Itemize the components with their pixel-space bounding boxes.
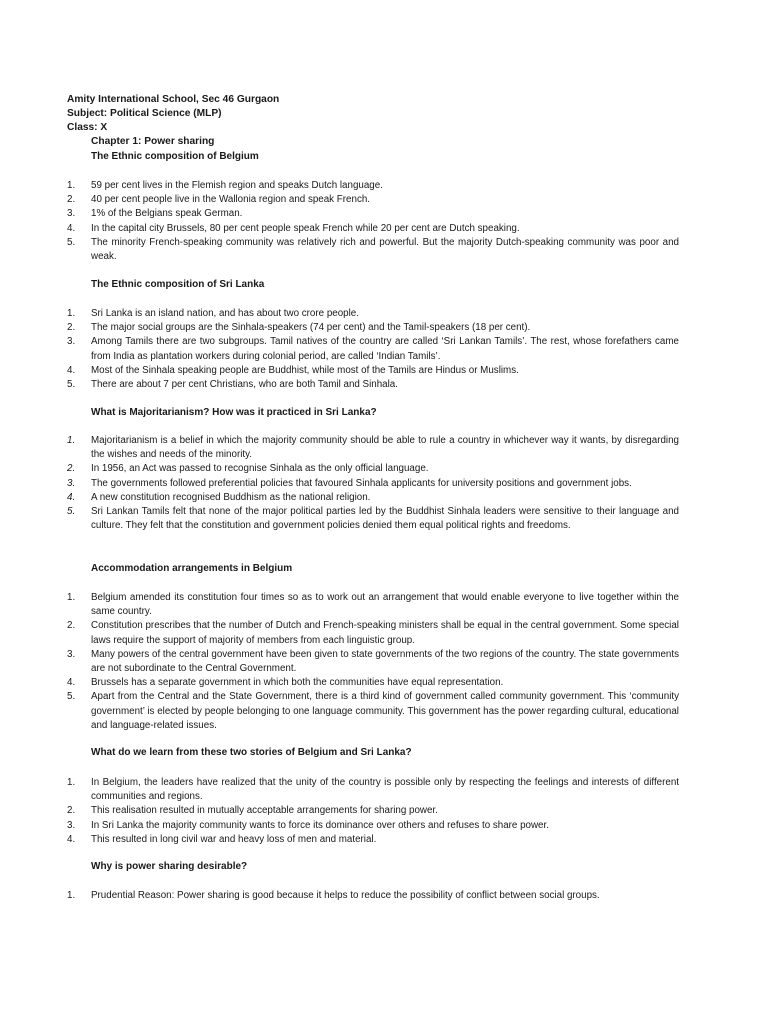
item-number: 1.: [67, 890, 76, 901]
list-why-power-sharing: [67, 889, 679, 903]
list-item: [67, 434, 679, 462]
section-title-majoritarianism: What is Majoritarianism? How was it practiced in Sri Lanka?: [91, 407, 377, 418]
item-text: Many powers of the central government have been given to state governments of the two regions of the country. The state governments are not subordinate to the Central Government.: [91, 648, 679, 675]
list-item: [67, 236, 679, 264]
item-number: 4.: [67, 833, 76, 845]
item-text: 59 per cent lives in the Flemish region and speaks Dutch language.: [91, 180, 383, 191]
item-text: Sri Lanka is an island nation, and has about two crore people.: [91, 308, 359, 319]
list-item: [67, 819, 679, 833]
item-text: In 1956, an Act was passed to recognise Sinhala as the only official language.: [91, 463, 429, 475]
item-text: The minority French-speaking community was relatively rich and powerful. But the majority Dutch-speaking community was poor and weak.: [91, 236, 679, 263]
list-item: [67, 335, 679, 363]
item-text: Prudential Reason: Power sharing is good because it helps to reduce the possibility of conflict between social groups.: [91, 890, 600, 901]
item-number: 3.: [67, 336, 76, 348]
item-number: 3.: [67, 208, 76, 220]
list-item: [67, 307, 679, 321]
section-title-lessons: What do we learn from these two stories of Belgium and Sri Lanka?: [91, 747, 412, 758]
list-item: [67, 364, 679, 378]
item-number: 2.: [67, 463, 76, 475]
list-item: [67, 477, 679, 491]
item-text: Apart from the Central and the State Government, there is a third kind of government called community government. This ‘community government’ is elected by people belonging to one language community. This government has the power regarding cultural, educational and language-related issues.: [91, 691, 679, 731]
item-text: There are about 7 per cent Christians, who are both Tamil and Sinhala.: [91, 379, 398, 391]
list-item: [67, 462, 679, 476]
item-number: 5.: [67, 691, 76, 703]
list-item: [67, 179, 679, 193]
item-text: Majoritarianism is a belief in which the majority community should be able to rule a country in whichever way it wants, by disregarding the wishes and needs of the minority.: [91, 435, 679, 461]
item-text: Among Tamils there are two subgroups. Tamil natives of the country are called ‘Sri Lankan Tamils’. The rest, whose forefathers came from India as plantation workers during colonial period, are called ‘Indian Tamils’.: [91, 336, 679, 362]
item-text: The governments followed preferential policies that favoured Sinhala applicants for university positions and government jobs.: [91, 477, 632, 489]
item-number: 1.: [67, 435, 76, 446]
list-accommodation-belgium: [67, 591, 679, 733]
item-number: 5.: [67, 506, 76, 518]
item-text: A new constitution recognised Buddhism as the national religion.: [91, 491, 371, 503]
school-name: Amity International School, Sec 46 Gurgaon: [67, 94, 280, 105]
item-text: In Belgium, the leaders have realized that the unity of the country is possible only by respecting the feelings and interests of different communities and regions.: [91, 777, 679, 803]
item-number: 2.: [67, 322, 76, 334]
list-item: [67, 889, 679, 903]
item-number: 5.: [67, 236, 76, 248]
list-item: [67, 833, 679, 847]
item-number: 1.: [67, 592, 76, 603]
section-title-why-power-sharing: Why is power sharing desirable?: [91, 861, 248, 872]
list-item: [67, 491, 679, 505]
list-item: [67, 378, 679, 392]
item-text: The major social groups are the Sinhala-speakers (74 per cent) and the Tamil-speakers (18 per cent).: [91, 322, 531, 334]
list-item: [67, 690, 679, 733]
list-lessons: [67, 776, 679, 847]
list-item: [67, 207, 679, 221]
list-item: [67, 619, 679, 647]
item-number: 4.: [67, 491, 76, 503]
item-number: 2.: [67, 620, 76, 632]
item-number: 1.: [67, 308, 76, 319]
item-number: 4.: [67, 222, 76, 234]
list-belgium-composition: [67, 179, 679, 264]
item-number: 3.: [67, 648, 76, 660]
list-item: [67, 676, 679, 690]
item-number: 4.: [67, 677, 76, 689]
item-number: 2.: [67, 805, 76, 817]
item-number: 4.: [67, 364, 76, 376]
list-item: [67, 193, 679, 207]
item-text: Belgium amended its constitution four times so as to work out an arrangement that would enable everyone to live together within the same country.: [91, 592, 679, 618]
list-item: [67, 776, 679, 804]
item-number: 2.: [67, 194, 76, 206]
list-item: [67, 591, 679, 619]
item-number: 1.: [67, 180, 76, 191]
item-text: This realisation resulted in mutually acceptable arrangements for sharing power.: [91, 805, 438, 817]
item-number: 3.: [67, 819, 76, 831]
section-title-accommodation-belgium: Accommodation arrangements in Belgium: [91, 563, 293, 574]
chapter-title: Chapter 1: Power sharing: [91, 136, 215, 147]
item-text: In Sri Lanka the majority community wants to force its dominance over others and refuses to share power.: [91, 819, 549, 831]
item-number: 5.: [67, 379, 76, 391]
section-title-srilanka-composition: The Ethnic composition of Sri Lanka: [91, 279, 265, 290]
item-text: Constitution prescribes that the number of Dutch and French-speaking ministers shall be equal in the central government. Some special laws require the support of majority of members from each linguistic group.: [91, 620, 679, 646]
item-text: This resulted in long civil war and heavy loss of men and material.: [91, 833, 377, 845]
list-item: [67, 804, 679, 818]
list-srilanka-composition: [67, 307, 679, 392]
class-line: Class: X: [67, 122, 108, 133]
subject-line: Subject: Political Science (MLP): [67, 108, 222, 119]
section-title-belgium-composition: The Ethnic composition of Belgium: [91, 151, 259, 162]
item-text: 40 per cent people live in the Wallonia region and speak French.: [91, 194, 371, 206]
item-text: In the capital city Brussels, 80 per cent people speak French while 20 per cent are Dutch speaking.: [91, 222, 520, 234]
item-text: Brussels has a separate government in which both the communities have equal representation.: [91, 677, 504, 689]
list-item: [67, 321, 679, 335]
item-text: 1% of the Belgians speak German.: [91, 208, 243, 220]
list-item: [67, 505, 679, 533]
list-item: [67, 648, 679, 676]
item-number: 1.: [67, 777, 76, 788]
item-number: 3.: [67, 477, 76, 489]
list-majoritarianism: [67, 434, 679, 533]
item-text: Most of the Sinhala speaking people are Buddhist, while most of the Tamils are Hindus or Muslims.: [91, 364, 519, 376]
item-text: Sri Lankan Tamils felt that none of the major political parties led by the Buddhist Sinhala leaders were sensitive to their language and culture. They felt that the constitution and government policies denied them equal political rights and freedoms.: [91, 506, 679, 532]
list-item: [67, 222, 679, 236]
